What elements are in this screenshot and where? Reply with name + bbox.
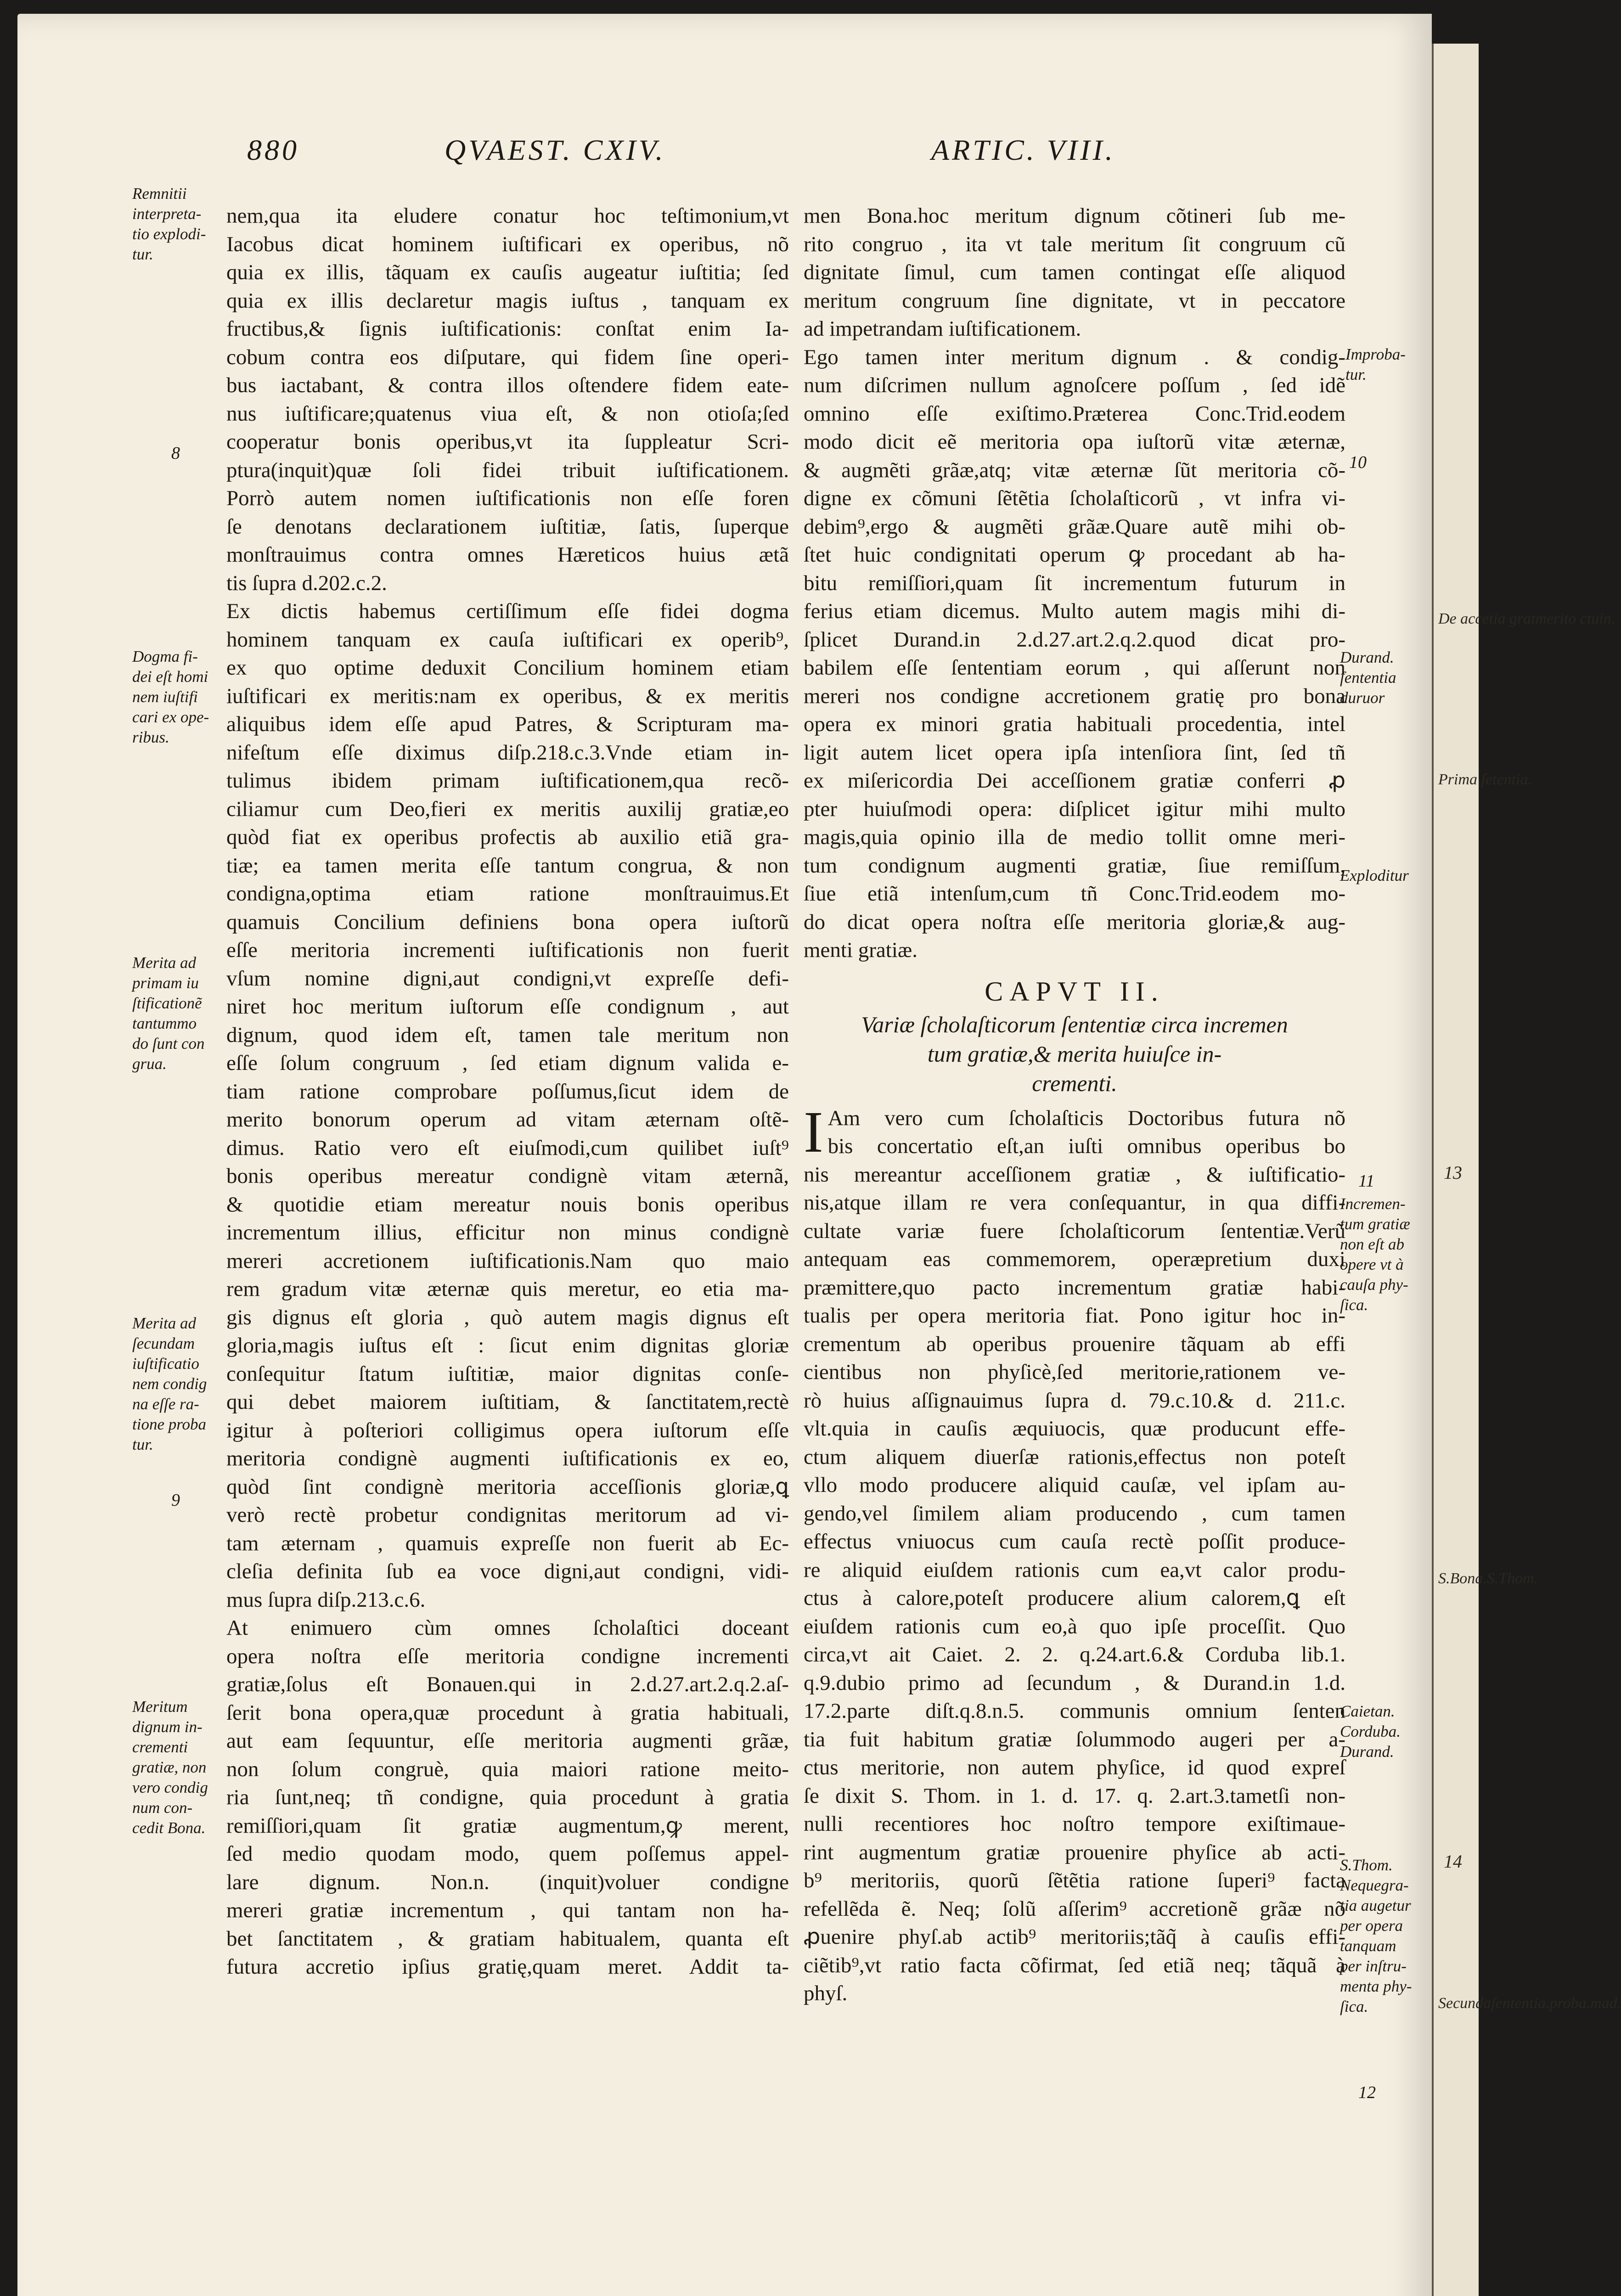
running-title-right: ARTIC. VIII. bbox=[931, 134, 1115, 166]
margin-note-line: cedit Bona. bbox=[132, 1819, 206, 1837]
text-line: re aliquid eiuſdem rationis cum ea,vt calor produ- bbox=[804, 1558, 1345, 1582]
text-line: antequam eas commemorem, operæpretium duxi bbox=[804, 1247, 1345, 1271]
margin-note-line: Remnitii bbox=[132, 185, 187, 203]
text-line: cleſia definita ſub ea voce digni,aut condigni, vidi- bbox=[226, 1559, 789, 1583]
text-line: opera noſtra eſſe meritoria condigne incrementi bbox=[226, 1644, 789, 1668]
right-margin-note bbox=[1340, 866, 1409, 886]
margin-note-line: S.Thom. bbox=[1486, 1570, 1538, 1587]
margin-note-line: Dogma fi- bbox=[132, 647, 198, 665]
text-line: niret hoc meritum iuſtorum eſſe condignum , aut bbox=[226, 995, 789, 1019]
text-line: mus ſupra diſp.213.c.6. bbox=[226, 1587, 426, 1612]
text-line: ꝓuenire phyſ.ab actib⁹ meritoriis;tãq̃ à cauſis effi- bbox=[804, 1925, 1345, 1949]
facing-page-note bbox=[1438, 1568, 1538, 1589]
drop-capital: I bbox=[804, 1099, 823, 1165]
text-line: Iacobus dicat hominem iuſtificari ex operibus, nõ bbox=[226, 232, 789, 256]
text-line: tam æternam , quamuis expreſſe non fuerit ab Ec- bbox=[226, 1531, 789, 1555]
margin-note-line: De acce bbox=[1438, 610, 1489, 627]
text-line: ria ſunt,neq; tñ condigne, quia procedunt à gratia bbox=[226, 1785, 789, 1809]
margin-note-line: num con- bbox=[132, 1799, 193, 1817]
margin-note-line: duruor bbox=[1340, 689, 1385, 707]
margin-note-line: nem iuſtifi bbox=[132, 688, 198, 706]
text-line: ſtet huic condignitati operum ꝙ procedant ab ha- bbox=[804, 543, 1345, 567]
left-text-column bbox=[226, 202, 789, 1981]
text-line: verò rectè probetur condignitas meritorum ad vi- bbox=[226, 1503, 789, 1527]
text-line: nis,atque illam re vera conſequantur, in qua diffi- bbox=[804, 1191, 1345, 1215]
text-line: ciẽtib⁹,vt ratio facta cõfirmat, ſed etiã neq; tãquã à bbox=[804, 1953, 1345, 1977]
margin-note-line: dei eſt homi bbox=[132, 668, 208, 686]
text-line: 17.2.parte diſt.q.8.n.5. communis omnium ſenten bbox=[804, 1699, 1345, 1723]
text-line: quia ex illis, tãquam ex cauſis augeatur iuſtitia; ſed bbox=[226, 260, 789, 284]
text-line: ligit autem licet opera ipſa intenſiora ſint, ſed tñ bbox=[804, 740, 1345, 765]
text-line: quòd fiat ex operibus profectis ab auxilio etiã gra- bbox=[226, 825, 789, 849]
text-line: dignitate ſimul, cum tamen contingat eſſe aliquod bbox=[804, 260, 1345, 284]
text-line: rito congruo , ita vt tale meritum ſit congruum cũ bbox=[804, 232, 1345, 256]
text-line: lare dignum. Non.n. (inquit)voluer condigne bbox=[226, 1870, 789, 1894]
margin-note-line: proba. bbox=[1549, 1995, 1591, 2012]
text-line: aut eam ſequuntur, eſſe meritoria augmenti grãæ, bbox=[226, 1729, 789, 1753]
margin-note-line: tanquam bbox=[1340, 1937, 1396, 1955]
chapter-subtitle bbox=[804, 1010, 1345, 1098]
text-line: ctum aliquem diuerſæ rationis,effectus non poteſt bbox=[804, 1445, 1345, 1469]
text-line: meritum congruum ſine dignitate, vt in peccatore bbox=[804, 288, 1345, 313]
right-column-bottom-text bbox=[804, 1161, 1345, 2008]
facing-page-number: 13 bbox=[1444, 1162, 1462, 1183]
text-line: nis mereantur acceſſionem gratiæ , & iuſtificatio- bbox=[804, 1162, 1345, 1187]
margin-note-line: Nequegra- bbox=[1340, 1876, 1409, 1894]
text-line: ex quo optime deduxit Concilium hominem etiam bbox=[226, 656, 789, 680]
text-line: mereri gratiæ incrementum , qui tantam non ha- bbox=[226, 1898, 789, 1922]
text-line: num diſcrimen nullum agnoſcere poſſum , ſed idẽ bbox=[804, 373, 1345, 397]
right-margin-note bbox=[1340, 1194, 1410, 1315]
margin-note-line: grua. bbox=[132, 1055, 167, 1073]
margin-note-line: cari ex ope- bbox=[132, 708, 209, 726]
text-line: modo dicit eẽ meritoria opa iuſtorũ vitæ æternæ, bbox=[804, 430, 1345, 454]
margin-note-line: cauſa phy- bbox=[1340, 1276, 1408, 1294]
text-line: ex miſericordia Dei acceſſionem gratiæ conferri ꝓ bbox=[804, 769, 1345, 793]
margin-note-line: tur. bbox=[132, 1435, 153, 1453]
text-line: hominem tanquam ex cauſa iuſtificari ex operib⁹, bbox=[226, 627, 789, 652]
text-line: digne ex cõmuni ſẽtẽtia ſcholaſticorũ , vt infra vi- bbox=[804, 486, 1345, 510]
margin-note-line: Improba- bbox=[1345, 345, 1406, 363]
text-line: ſerit bona opera,quæ procedunt à gratia habituali, bbox=[226, 1700, 789, 1725]
text-line: ad impetrandam iuſtificationem. bbox=[804, 317, 1081, 341]
margin-note-line: tuin. bbox=[1587, 610, 1615, 627]
chapter-subtitle-line: crementi. bbox=[1032, 1070, 1117, 1096]
left-margin-note bbox=[132, 1313, 207, 1455]
text-line: bus iactabant, & contra illos oſtendere fidem eate- bbox=[226, 373, 789, 397]
text-line: non ſolum congruè, quia maiori ratione meito- bbox=[226, 1757, 789, 1781]
margin-note-line: S.Thom. bbox=[1340, 1856, 1393, 1874]
margin-note-line: tur. bbox=[1345, 366, 1367, 383]
text-line: conſequitur ſtatum iuſtitiæ, maior dignitas conſe- bbox=[226, 1362, 789, 1386]
margin-note-line: Merita ad bbox=[132, 1314, 197, 1332]
text-line: bet ſanctitatem , & gratiam habitualem, quanta eſt bbox=[226, 1926, 789, 1951]
text-line: eſſe meritoria incrementi iuſtificationis non fuerit bbox=[226, 938, 789, 962]
text-line: ptura(inquit)quæ ſoli fidei tribuit iuſtificationem. bbox=[226, 458, 789, 482]
text-line: magis,quia opinio illa de medio tollit omne meri- bbox=[804, 825, 1345, 849]
margin-note-line: tione proba bbox=[132, 1415, 207, 1433]
text-line: crementum ab operibus prouenire tãquam ab effi bbox=[804, 1332, 1345, 1356]
chapter-opening bbox=[804, 1099, 1345, 1165]
text-line: tulimus ibidem primam iuſtificationem,qua recõ- bbox=[226, 769, 789, 793]
text-line: gloria,magis iuſtus eſt : ſicut enim dignitas gloriæ bbox=[226, 1334, 789, 1357]
right-margin-number: 11 bbox=[1358, 1171, 1375, 1191]
text-line: fructibus,& ſignis iuſtificationis: conſtat enim Ia- bbox=[226, 317, 789, 341]
text-line: circa,vt ait Caiet. 2. 2. q.24.art.6.& Corduba lib.1. bbox=[804, 1643, 1345, 1666]
text-line: rem gradum vitæ æternæ quis meretur, eo etia ma- bbox=[226, 1277, 789, 1301]
text-line: quia ex illis declaretur magis iuſtus , tanquam ex bbox=[226, 288, 789, 313]
text-line: opera ex minori gratia habituali procedentia, intel bbox=[804, 712, 1345, 736]
text-line: tiam ratione comprobare poſſumus,ſicut idem de bbox=[226, 1079, 789, 1103]
chapter-subtitle-line: Variæ ſcholaſticorum ſententiæ circa incremen bbox=[861, 1011, 1288, 1037]
margin-note-line: opere vt à bbox=[1340, 1255, 1404, 1273]
text-line: debim⁹,ergo & augmẽti grãæ.Quare autẽ mihi ob- bbox=[804, 514, 1345, 539]
text-line: cientibus non phyſicè,ſed meritorie,rationem ve- bbox=[804, 1360, 1345, 1384]
text-line: gis dignus eſt gloria , quò autem magis dignus eſt bbox=[226, 1305, 789, 1329]
text-line: quamuis Concilium definiens bona opera iuſtorũ bbox=[226, 910, 789, 934]
text-line: incrementum illius, efficitur non minus condignè bbox=[226, 1221, 789, 1244]
text-line: mereri accretionem iuſtificationis.Nam quo maio bbox=[226, 1249, 789, 1273]
text-line: b⁹ meritoriis, quorũ ſẽtẽtia ratione ſuperi⁹ facta bbox=[804, 1868, 1345, 1892]
text-line: qui debet maiorem iuſtitiam, & ſanctitatem,rectè bbox=[226, 1390, 789, 1414]
chapter-heading: CAPVT II. bbox=[985, 976, 1165, 1007]
margin-note-line: ſica. bbox=[1340, 1998, 1368, 2015]
text-line: vllo modo producere aliquid cauſæ, vel ipſam au- bbox=[804, 1473, 1345, 1497]
margin-note-line: Incremen- bbox=[1340, 1195, 1406, 1213]
margin-note-line: ribus. bbox=[132, 728, 169, 746]
text-line: babilem eſſe ſententiam eorum , qui aſſerunt non bbox=[804, 656, 1345, 680]
text-line: tia fuit habitum gratiæ ſolummodo augeri per a- bbox=[804, 1727, 1345, 1751]
right-margin-note bbox=[1345, 344, 1406, 385]
margin-note-line: ſententia. bbox=[1491, 1995, 1550, 2012]
text-line: ſed medio quodam modo, quem poſſemus appel- bbox=[226, 1842, 789, 1866]
text-line: ſplicet Durand.in 2.d.27.art.2.q.2.quod dicat pro- bbox=[804, 627, 1345, 652]
text-line: iuſtificari ex meritis:nam ex operibus, & ex meritis bbox=[226, 684, 789, 708]
facing-page-note bbox=[1438, 608, 1615, 630]
margin-note-line: iuſtificatio bbox=[132, 1355, 199, 1373]
text-line: tualis per opera meritoria fiat. Pono igitur hoc in- bbox=[804, 1304, 1345, 1328]
text-line: nem,qua ita eludere conatur hoc teſtimonium,vt bbox=[226, 204, 789, 228]
text-line: eiuſdem rationis cum eo,à quo ipſe proceſſit. Quo bbox=[804, 1614, 1345, 1638]
text-line: nus iuſtificare;quatenus viua eſt, & non otioſa;ſed bbox=[226, 401, 789, 426]
margin-note-line: Caietan. bbox=[1340, 1702, 1395, 1720]
margin-note-line: tentia. bbox=[1492, 771, 1532, 788]
text-line: & quotidie etiam mereatur nouis bonis operibus bbox=[226, 1192, 789, 1216]
text-line: omnino eſſe exiſtimo.Præterea Conc.Trid.eodem bbox=[804, 401, 1345, 426]
page-number: 880 bbox=[247, 134, 299, 166]
text-line: q.9.dubio primo ad ſecundum , & Durand.in 1.d. bbox=[804, 1671, 1345, 1695]
margin-note-line: Exploditur bbox=[1340, 867, 1409, 884]
facing-page-note bbox=[1438, 1993, 1621, 2014]
text-line: At enimuero cùm omnes ſcholaſtici doceant bbox=[226, 1616, 789, 1640]
text-line: quòd ſint condignè meritoria acceſſionis gloriæ,ꝗ bbox=[226, 1474, 789, 1499]
left-margin-number: 9 bbox=[171, 1491, 180, 1510]
text-line: gendo,vel ſimilem aliam producendo , cum tamen bbox=[804, 1501, 1345, 1525]
margin-note-line: Meritum bbox=[132, 1698, 188, 1716]
chapter-subtitle-line: tum gratiæ,& merita huiuſce in- bbox=[927, 1041, 1222, 1067]
text-line: men Bona.hoc meritum dignum cõtineri ſub me- bbox=[804, 204, 1345, 228]
left-margin-note bbox=[132, 953, 204, 1074]
right-margin-note bbox=[1340, 1701, 1401, 1762]
text-line: ſe dixit S. Thom. in 1. d. 17. q. 2.art.3.tametſi non- bbox=[804, 1784, 1345, 1808]
text-line: tiæ; ea tamen merita eſſe tantum congrua, & non bbox=[226, 853, 789, 878]
margin-note-line: ſecundam bbox=[132, 1334, 195, 1352]
text-line: condigna,optima etiam ratione monſtrauimus.Et bbox=[226, 882, 789, 906]
margin-note-line: tur. bbox=[132, 245, 153, 263]
running-title-left: QVAEST. CXIV. bbox=[445, 134, 666, 166]
text-line: ſe denotans declarationem iuſtitiæ, ſatis, ſuperque bbox=[226, 514, 789, 539]
text-line: cooperatur bonis operibus,vt ita ſuppleatur Scri- bbox=[226, 430, 789, 454]
facing-page-note bbox=[1438, 769, 1532, 790]
text-line: præmittere,quo pacto incrementum gratiæ habi- bbox=[804, 1275, 1345, 1300]
margin-note-line: Durand. bbox=[1340, 1743, 1394, 1761]
right-margin-number: 12 bbox=[1358, 2083, 1376, 2102]
text-line: meritoria condignè augmenti iuſtificationis ex eo, bbox=[226, 1446, 789, 1470]
text-line: tum condignum augmenti gratiæ, ſiue remiſſum, bbox=[804, 853, 1345, 878]
text-line: effectus vniuocus cum cauſa rectè poſſit produce- bbox=[804, 1530, 1345, 1553]
text-line: bitu remiſſiori,quam ſit incrementum futurum in bbox=[804, 571, 1345, 595]
text-line: ſiue etiã intenſum,cum tñ Conc.Trid.eodem mo- bbox=[804, 882, 1345, 906]
text-line: merito bonorum operum ad vitam æternam oſtẽ- bbox=[226, 1108, 789, 1131]
margin-note-line: Durand. bbox=[1340, 648, 1394, 666]
book-page bbox=[17, 14, 1432, 2296]
right-margin-note bbox=[1340, 1855, 1412, 2017]
margin-note-line: Merita ad bbox=[132, 954, 197, 972]
margin-note-line: vero condig bbox=[132, 1778, 208, 1796]
left-margin-note bbox=[132, 184, 206, 264]
text-line: dignum, quod idem eſt, tamen tale meritum non bbox=[226, 1023, 789, 1047]
text-line: do dicat opera noſtra eſſe meritoria gloriæ,& aug- bbox=[804, 910, 1345, 934]
margin-note-line: gratiæ, non bbox=[132, 1758, 207, 1776]
text-line: vſum nomine digni,aut condigni,vt expreſſe defi- bbox=[226, 966, 789, 990]
text-line: ciliamur cum Deo,fieri ex meritis auxilij gratiæ,eo bbox=[226, 797, 789, 821]
left-margin-note bbox=[132, 647, 209, 748]
text-line: & augmẽti grãæ,atq; vitæ æternæ ſũt meritoria cõ- bbox=[804, 458, 1345, 482]
margin-note-line: interpreta- bbox=[132, 205, 202, 223]
right-column-top-text bbox=[804, 202, 1345, 965]
margin-note-line: mad. bbox=[1590, 1995, 1621, 2012]
text-line: cultate variæ fuere ſcholaſticorum ſententiæ.Verũ bbox=[804, 1219, 1345, 1243]
facing-page-number: 14 bbox=[1444, 1851, 1462, 1872]
text-line: bonis operibus mereatur condignè vitam æternã, bbox=[226, 1164, 789, 1188]
text-line: ctus à calore,poteſt producere alium calorem,ꝗ eſt bbox=[804, 1586, 1345, 1610]
facing-page-edge bbox=[1432, 44, 1621, 2296]
margin-note-line: ſica. bbox=[1340, 1296, 1368, 1314]
text-line: rò huius aſſignauimus ſupra d. 79.c.10.& d. 211.c. bbox=[804, 1388, 1345, 1412]
text-line: rint augmentum gratiæ prouenire phyſice ab acti- bbox=[804, 1840, 1345, 1864]
margin-note-line: ſtificationẽ bbox=[132, 994, 202, 1012]
text-line: nulli recentiores hoc noſtro tempore exiſtimaue- bbox=[804, 1812, 1345, 1836]
text-line: igitur à poſteriori colligimus opera iuſtorum eſſe bbox=[226, 1418, 789, 1442]
text-line: phyſ. bbox=[804, 1981, 848, 2005]
text-line: bis concertatio eſt,an iuſti omnibus operibus bo bbox=[827, 1134, 1345, 1158]
text-line: Am vero cum ſcholaſticis Doctoribus futura nõ bbox=[827, 1106, 1345, 1130]
right-margin-number: 10 bbox=[1349, 453, 1367, 472]
margin-note-line: per opera bbox=[1340, 1917, 1403, 1935]
text-line: remiſſiori,quam ſit gratiæ augmentum,ꝙ merent, bbox=[226, 1813, 789, 1838]
margin-note-line: nem condig bbox=[132, 1375, 207, 1393]
text-line: ctus meritorie, non autem phyſice, id quod expreſ bbox=[804, 1756, 1345, 1779]
chapter-first-lines bbox=[804, 1099, 1345, 1165]
margin-note-line: dignum in- bbox=[132, 1718, 203, 1736]
text-line: vlt.quia in cauſis æquiuocis, quæ producunt effe- bbox=[804, 1417, 1345, 1441]
right-margin-note bbox=[1340, 647, 1396, 708]
text-line: dimus. Ratio vero eſt eiuſmodi,cum quilibet iuſt⁹ bbox=[226, 1136, 789, 1160]
text-line: cobum contra eos diſputare, qui fidem ſine operi- bbox=[226, 345, 789, 369]
margin-note-line: per inſtru- bbox=[1340, 1957, 1407, 1975]
text-line: aliquibus idem eſſe apud Patres, & Scripturam ma- bbox=[226, 712, 789, 736]
margin-note-line: ſententia bbox=[1340, 669, 1396, 687]
text-line: Ego tamen inter meritum dignum . & condig- bbox=[804, 345, 1345, 369]
text-line: Ex dictis habemus certiſſimum eſſe fidei dogma bbox=[226, 599, 789, 623]
margin-note-line: crementi bbox=[132, 1738, 188, 1756]
text-line: pter huiuſmodi opera: diſplicet igitur mihi multo bbox=[804, 797, 1345, 821]
text-line: futura accretio ipſius gratię,quam meret. Addit ta- bbox=[226, 1955, 789, 1979]
margin-note-line: tio explodi- bbox=[132, 225, 206, 243]
margin-note-line: Prima ſe bbox=[1438, 771, 1493, 788]
margin-note-line: tantummo bbox=[132, 1014, 197, 1032]
left-margin-number: 8 bbox=[171, 444, 180, 463]
margin-note-line: tum gratiæ bbox=[1340, 1215, 1410, 1233]
text-line: mereri nos condigne accretionem gratię pro bona bbox=[804, 684, 1345, 708]
margin-note-line: tia grat bbox=[1489, 610, 1536, 627]
margin-note-line: primam iu bbox=[132, 974, 199, 992]
text-line: eſſe ſolum congruum , ſed etiam dignum valida e- bbox=[226, 1051, 789, 1075]
margin-note-line: non eſt ab bbox=[1340, 1235, 1404, 1253]
margin-note-line: do ſunt con bbox=[132, 1035, 205, 1052]
text-line: menti gratiæ. bbox=[804, 938, 918, 962]
text-line: refellẽda ẽ. Neq; ſolũ aſſerim⁹ accretionẽ grãæ nõ bbox=[804, 1896, 1345, 1921]
text-line: tis ſupra d.202.c.2. bbox=[226, 571, 387, 595]
text-line: Porrò autem nomen iuſtificationis non eſſe foren bbox=[226, 486, 789, 510]
text-line: gratiæ,ſolus eſt Bonauen.qui in 2.d.27.art.2.q.2.aſ- bbox=[226, 1672, 789, 1696]
margin-note-line: menta phy- bbox=[1340, 1977, 1412, 1995]
text-line: ferius etiam dicemus. Multo autem magis mihi di- bbox=[804, 599, 1345, 623]
margin-note-line: S.Bona. bbox=[1438, 1570, 1487, 1587]
right-text-column bbox=[804, 202, 1345, 2008]
text-line: monſtrauimus contra omnes Hæreticos huius ætã bbox=[226, 543, 789, 567]
margin-note-line: na eſſe ra- bbox=[132, 1395, 199, 1413]
left-margin-note bbox=[132, 1697, 208, 1838]
margin-note-line: Corduba. bbox=[1340, 1722, 1401, 1740]
text-line: nifeſtum eſſe diximus diſp.218.c.3.Vnde etiam in- bbox=[226, 740, 789, 765]
margin-note-line: tia augetur bbox=[1340, 1896, 1411, 1914]
margin-note-line: merito c bbox=[1535, 610, 1587, 627]
margin-note-line: Secunda bbox=[1438, 1995, 1492, 2012]
